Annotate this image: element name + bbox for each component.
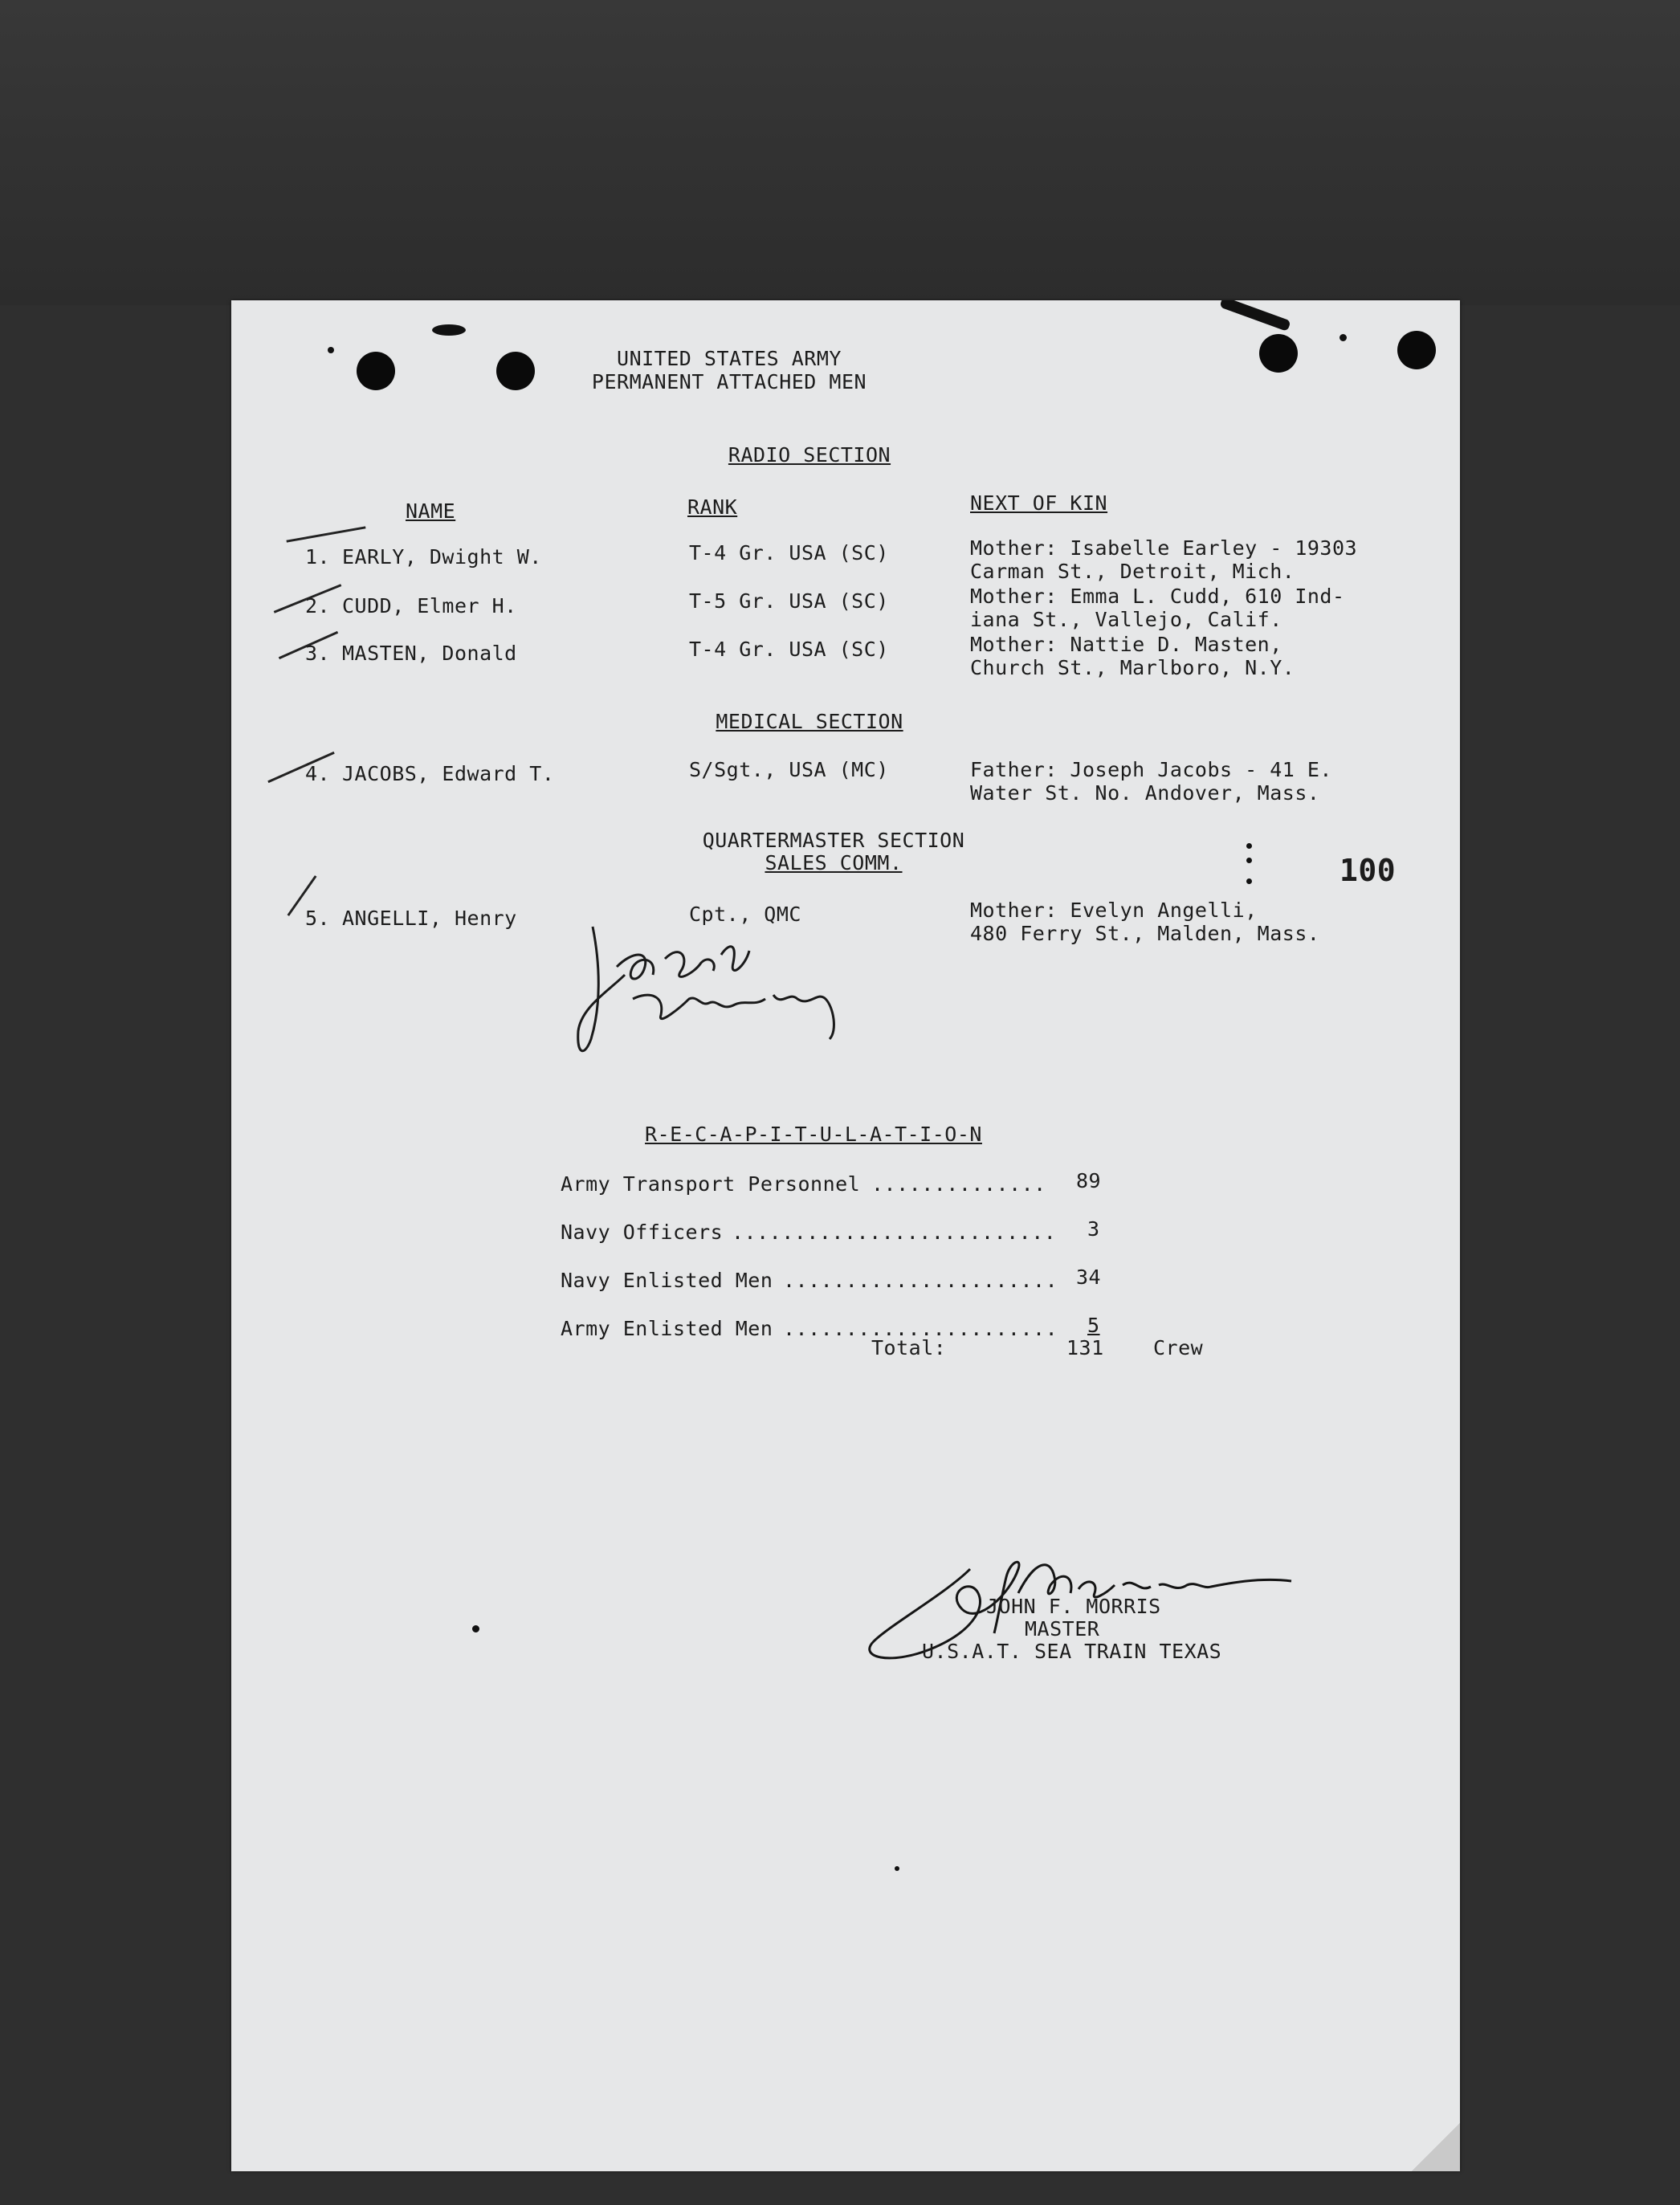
entry-number: 4. (305, 762, 331, 785)
ink-speck (1340, 334, 1347, 341)
recap-label: Army Transport Personnel (561, 1172, 861, 1196)
next-of-kin-line-1: Mother: Isabelle Earley - 19303 (970, 536, 1358, 560)
recap-total-unit: Crew (1153, 1336, 1204, 1359)
signatory-vessel: U.S.A.T. SEA TRAIN TEXAS (922, 1640, 1222, 1663)
header-line-2: PERMANENT ATTACHED MEN (591, 370, 867, 393)
next-of-kin-line-1: Mother: Evelyn Angelli, (970, 899, 1258, 922)
person-rank: T-4 Gr. USA (SC) (689, 638, 889, 661)
next-of-kin-line-2: Church St., Marlboro, N.Y. (970, 656, 1295, 679)
next-of-kin-line-1: Mother: Nattie D. Masten, (970, 633, 1282, 656)
recap-label: Navy Enlisted Men (561, 1269, 773, 1292)
person-name: ANGELLI, Henry (342, 907, 517, 930)
recap-total-label: Total: (871, 1336, 947, 1359)
inspector-signature (569, 919, 874, 1063)
person-rank: Cpt., QMC (689, 903, 801, 926)
person-rank: T-4 Gr. USA (SC) (689, 541, 889, 564)
next-of-kin-line-2: 480 Ferry St., Malden, Mass. (970, 922, 1320, 945)
recap-value: 89 (1076, 1169, 1102, 1192)
next-of-kin-line-2: iana St., Vallejo, Calif. (970, 608, 1282, 631)
ink-speck (1246, 858, 1252, 863)
next-of-kin-line-1: Father: Joseph Jacobs - 41 E. (970, 758, 1332, 781)
ink-speck (895, 1866, 899, 1871)
recap-label: Army Enlisted Men (561, 1317, 773, 1340)
column-header-name: NAME (406, 499, 456, 523)
person-name: EARLY, Dwight W. (342, 545, 542, 569)
section-heading-radio: RADIO SECTION (728, 443, 891, 467)
column-header-rank: RANK (687, 495, 738, 519)
recap-leader: .......................... (732, 1221, 1057, 1244)
ink-speck (1246, 843, 1252, 849)
recap-value: 34 (1076, 1266, 1102, 1289)
signatory-name: JOHN F. MORRIS (986, 1595, 1161, 1618)
scanner-backdrop (0, 0, 1680, 305)
master-signature-text: J.F. Morris (858, 1545, 863, 1546)
person-rank: T-5 Gr. USA (SC) (689, 589, 889, 613)
ink-speck (432, 324, 466, 336)
entry-number: 5. (305, 907, 331, 930)
person-rank: S/Sgt., USA (MC) (689, 758, 889, 781)
document-page (231, 300, 1460, 2171)
entry-number: 1. (305, 545, 331, 569)
section-heading-medical: MEDICAL SECTION (716, 710, 903, 733)
ink-speck (328, 347, 334, 353)
person-name: JACOBS, Edward T. (342, 762, 555, 785)
recap-leader: .............. (871, 1172, 1046, 1196)
recap-total-value: 131 (1066, 1336, 1104, 1359)
recap-label: Navy Officers (561, 1221, 724, 1244)
entry-number: 3. (305, 642, 331, 665)
punch-hole-3 (1259, 334, 1298, 373)
recap-value: 5 (1087, 1314, 1100, 1337)
section-heading-quartermaster: QUARTERMASTER SECTION (702, 829, 965, 852)
next-of-kin-line-1: Mother: Emma L. Cudd, 610 Ind- (970, 585, 1345, 608)
column-header-kin: NEXT OF KIN (970, 491, 1108, 515)
ink-speck (1219, 300, 1291, 332)
punch-hole-4 (1397, 331, 1436, 369)
ink-speck (472, 1625, 479, 1632)
recap-value: 3 (1087, 1217, 1100, 1241)
ink-speck (1246, 878, 1252, 884)
next-of-kin-line-2: Water St. No. Andover, Mass. (970, 781, 1320, 805)
person-name: CUDD, Elmer H. (342, 594, 517, 617)
signatory-title: MASTER (1025, 1617, 1100, 1641)
recap-title: R-E-C-A-P-I-T-U-L-A-T-I-O-N (645, 1123, 982, 1146)
entry-number: 2. (305, 594, 331, 617)
check-mark (286, 526, 365, 542)
header-line-1: UNITED STATES ARMY (617, 347, 842, 370)
punch-hole-1 (357, 352, 395, 390)
page-number: 100 (1340, 853, 1397, 888)
section-subheading-sales: SALES COMM. (765, 851, 903, 874)
next-of-kin-line-2: Carman St., Detroit, Mich. (970, 560, 1295, 583)
recap-leader: ...................... (783, 1317, 1058, 1340)
recap-leader: ...................... (783, 1269, 1058, 1292)
person-name: MASTEN, Donald (342, 642, 517, 665)
